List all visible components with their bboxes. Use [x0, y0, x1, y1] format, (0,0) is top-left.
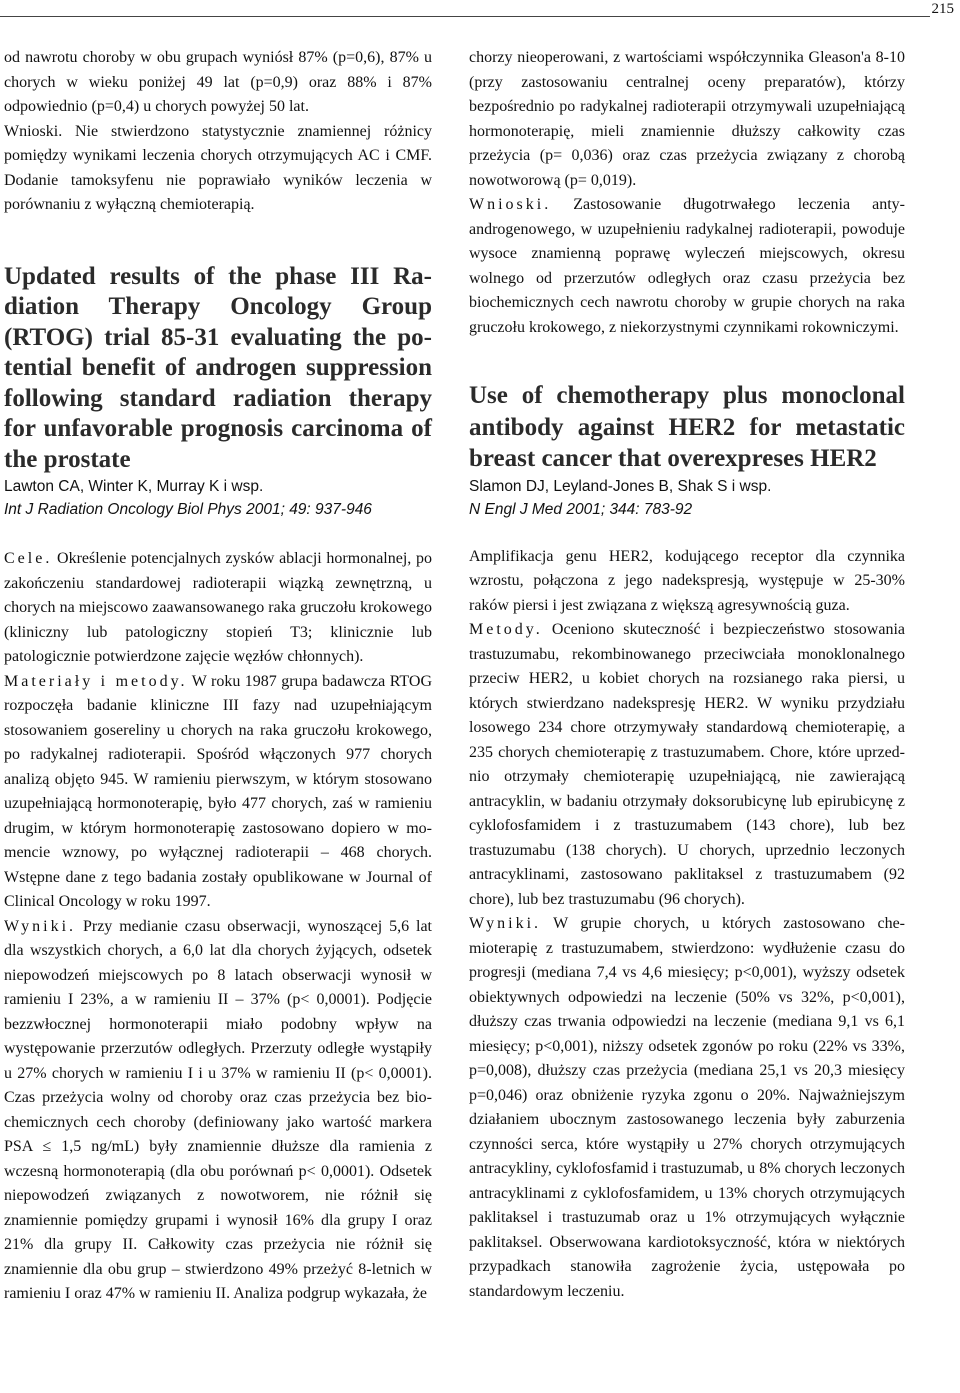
article-title: Updated results of the phase III Radiation Therapy Oncology Group (RTOG) trial 85-31 evaluating the potential benefit of androgen suppression following standard radiation therapy for unfavorable prognosis carcinoma of the prostate — [4, 262, 432, 473]
section-label: Wnioski. — [469, 196, 552, 213]
section-text: W grupie chorych, u których zastosowano chemioterapię z trastuzumabem, stwierdzono: wydłużenie czasu do progresji (mediana 7,4 vs 4,6 miesięcy; p<0,001), wyższy odsetek obiektywnych odpowiedzi na leczenie (50% vs 32%, p<0,001), dłuższy czas trwania odpowiedzi na leczenie (mediana 9,1 vs 6,1 miesięcy; p<0,001), niższy odsetek zgonów po roku (22% vs 33%, p=0,008), dłuższy czas przeżycia (mediana 25,1 vs 20,3 miesięcy p=0,046) oraz obniżenie ryzyka zgonu o 20%. Najważniejszym działaniem ubocznym zastosowanego leczenia były zaburzenia czynności serca, które wystąpiły u 27% chorych otrzymujących antracykliny, cyklofosfamid i trastuzumab, u 8% chorych leczonych antracyklinami z cyklofosfamidem, u 13% chorych otrzymujących paklitaksel i trastuzumab oraz u 1% otrzymujących wyłącznie paklitaksel. Obserwowana kardiotoksyczność, która w niektórych przypadkach stanowiła zagrożenie życia, ustępowała po standardowym leczeniu. — [469, 915, 905, 1300]
section-label: Cele. — [4, 550, 53, 567]
section-paragraph — [4, 547, 432, 670]
section-paragraph — [469, 618, 905, 912]
section-label: Materiały i metody. — [4, 672, 188, 690]
page-number: 215 — [931, 1, 954, 17]
body-paragraph: Wnioski. Nie stwierdzono statystycznie znamiennej różnicy pomiędzy wynikami leczenia chorych otrzymujących AC i CMF. Dodanie tamoksyfenu nie poprawiało wyników leczenia w porównaniu z wyłączną chemioterapią. — [4, 122, 432, 213]
section-label: Metody. — [469, 621, 543, 638]
article-authors: Lawton CA, Winter K, Murray K i wsp. — [4, 478, 264, 495]
section-text: Oceniono skuteczność i bezpieczeństwo stosowania trastuzumabu, rekombinowanego przeciwciała monoklonalnego przeciw HER2, u kobiet chorych na rozsianego raka piersi, u których stwierdzano nadekspresję HER2. W wyniku przydziału losowego 234 chore otrzymywały standardową chemioterapię, a 235 chorych chemioterapię z trastuzumabem. Chore, które uprzednio otrzymały chemioterapię uzupełniającą, nie zawierającą antracyklin, w badaniu otrzymały doksorubicynę lub epirubicynę z cyklofosfamidem i z trastuzumabem (143 chore), lub bez trastuzumabu (138 chorych). U chorych, uprzednio leczonych antracyklinami, zastosowano paklitaksel z trastuzumabem (92 chore), lub bez trastuzumabu (96 chorych). — [469, 621, 905, 908]
body-paragraph: Amplifikacja genu HER2, kodującego receptor dla czynnika wzrostu, połączona z jego nadekspresją, występuje w 25-30% raków piersi i jest związana z większą agresywnością guza. — [469, 547, 905, 614]
section-text: Przy medianie czasu obserwacji, wynoszącej 5,6 lat dla wszystkich chorych, a 6,0 lat dla chorych żyjących, odsetek niepowodzeń miejscowych po 8 latach obserwacji wynosił w ramieniu I 23%, a w ramieniu II – 37% (p< 0,0001). Podjęcie bezzwłocznej hormonoterapii miało podobny wpływ na występowanie przerzutów odległych. Przerzuty odległe wystąpiły u 27% chorych w ramieniu I i u 37% w ramieniu II (p< 0,0001). Czas przeżycia wolny od choroby oraz czas przeżycia bez biochemicznych cech choroby (definiowany jako wartość markera PSA ≤ 1,5 ng/mL) były znamiennie dłuższe dla ramienia z wczesną hormonoterapią (dla obu porównań p< 0,0001). Odsetek niepowodzeń związanych z nowotworem, nie różnił się znamiennie pomiędzy grupami i wynosił 16% dla grupy I oraz 21% dla grupy II. Całkowity czas przeżycia nie różnił się znamiennie dla obu grup – stwierdzono 49% przeżyć 8-letnich w ramieniu I oraz 47% w ramieniu II. Analiza podgrup wykazała, że — [4, 917, 432, 1302]
body-paragraph: chorzy nieoperowani, z wartościami współczynnika Gleason'a 8-10 (przy zastosowaniu centralnej oceny preparatów), którzy bezpośrednio po radykalnej radioterapii otrzymywali uzupełniającą hormonoterapię, mieli znamiennie dłuższy całkowity czas przeżycia (p= 0,036) oraz czas przeżycia związany z chorobą nowotworową (p= 0,019). — [469, 49, 905, 189]
section-paragraph — [469, 912, 905, 1304]
section-paragraph — [4, 915, 432, 1307]
section-label: Wyniki. — [469, 915, 542, 932]
right-column — [469, 46, 905, 1304]
article-journal: N Engl J Med 2001; 344: 783-92 — [469, 500, 693, 518]
header-rule — [0, 16, 930, 17]
section-paragraph — [4, 670, 432, 915]
section-text: W roku 1987 grupa badawcza RTOG rozpoczęła badanie kliniczne III fazy nad uzupełniającym stosowaniem gosereliny u chorych na raka gruczołu krokowego, po radykalnej radioterapii. Spośród włączonych 977 chorych analizą objęto 945. W ramieniu pierwszym, w którym stosowano uzupełniającą hormonoterapię, było 477 chorych, zaś w ramieniu drugim, w którym hormonoterapię zastosowano dopiero w momencie wznowy, po wyłącznej radioterapii – 468 chorych. Wstępne dane z tego badania zostały opublikowane w Journal of Clinical Oncology w roku 1997. — [4, 672, 432, 910]
section-text: Określenie potencjalnych zysków ablacji hormonalnej, po zakończeniu standardowej radioterapii wiązką zewnętrzną, u chorych na miejscowo zaawansowanego raka gruczołu krokowego (kliniczny lub patologiczny stopień T3; klinicznie lub patologicznie potwierdzone zajęcie węzłów chłonnych). — [4, 550, 432, 665]
article-title: Use of chemotherapy plus monoclonal antibody against HER2 for metastatic breast cancer that overexpreses HER2 — [469, 382, 905, 472]
section-text: Zastosowanie długotrwałego leczenia antyandrogenowego, w uzupełnieniu radykalnej radioterapii, powoduje wysoce znamienną poprawę wyleczeń miejscowych, okresu wolnego od przerzutów odległych oraz czasu przeżycia bez biochemicznych cech nawrotu choroby w grupie chorych na raka gruczołu krokowego, z niekorzystnymi czynnikami rokowniczymi. — [469, 196, 905, 336]
section-label: Wyniki. — [4, 917, 77, 935]
body-paragraph: od nawrotu choroby w obu grupach wyniósł 87% (p=0,6), 87% u chorych w wieku poniżej 49 lat (p=0,9) oraz 88% i 87% odpowiednio (p=0,4) u chorych powyżej 50 lat. — [4, 49, 432, 115]
left-column — [4, 46, 432, 1307]
section-paragraph — [469, 193, 905, 340]
article-authors: Slamon DJ, Leyland-Jones B, Shak S i wsp. — [469, 477, 772, 495]
article-journal: Int J Radiation Oncology Biol Phys 2001; 49: 937-946 — [4, 501, 372, 518]
